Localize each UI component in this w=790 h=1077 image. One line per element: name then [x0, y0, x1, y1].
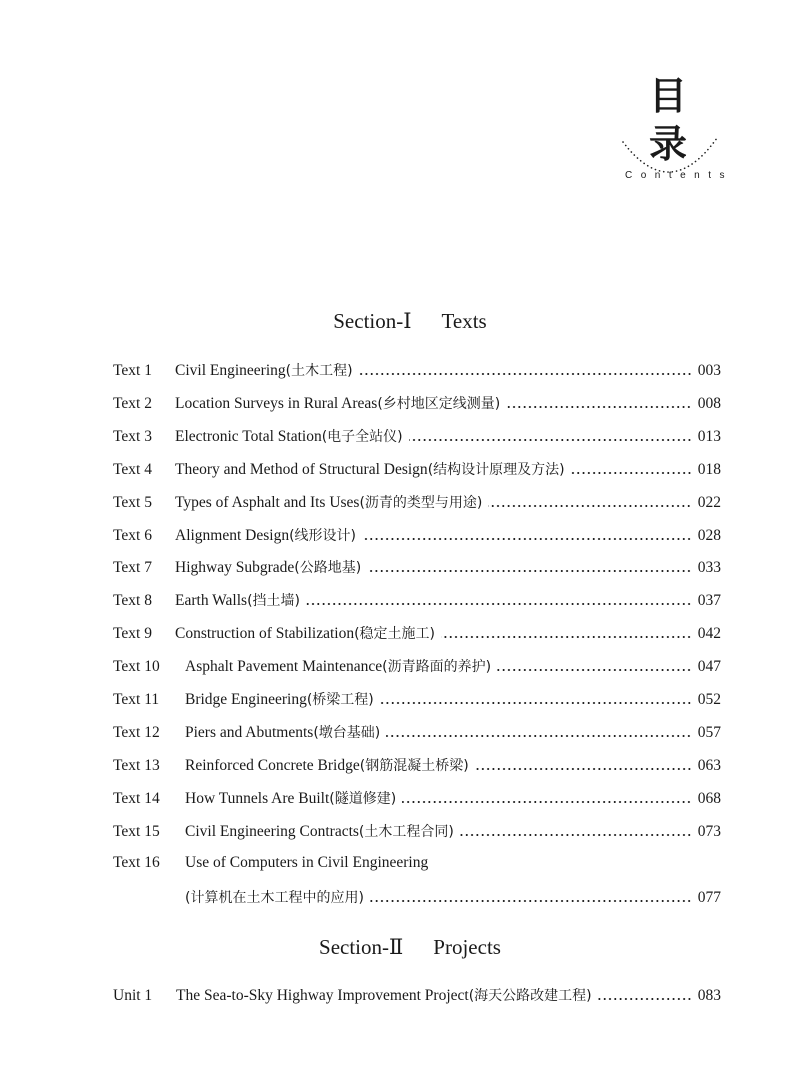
dot-leader — [386, 734, 692, 738]
toc-entry[interactable] — [113, 492, 721, 514]
entry-number: Text 3 — [113, 427, 152, 445]
page-number: 063 — [697, 756, 721, 774]
section-heading-1 — [0, 309, 790, 334]
page-number: 028 — [697, 526, 721, 544]
entry-title: The Sea-to-Sky Highway Improvement Project — [176, 987, 469, 1004]
page-number: 013 — [697, 427, 721, 445]
entry-title-cn: (公路地基) — [294, 560, 362, 577]
page-number: 042 — [697, 625, 721, 643]
entry-title-cn: (隧道修建) — [329, 790, 397, 807]
section-label: Section-Ⅱ — [319, 935, 404, 959]
entry-number: Text 6 — [113, 526, 152, 544]
page-number: 033 — [697, 559, 721, 577]
entry-title-cn: (沥青的类型与用途) — [359, 494, 483, 511]
dotted-arc-ornament — [620, 136, 720, 176]
title-cn: 目录 — [648, 74, 713, 166]
toc-entry[interactable] — [113, 623, 721, 645]
entry-title-cn: (线形设计) — [289, 527, 357, 544]
entry-title: Asphalt Pavement Maintenance — [185, 658, 383, 676]
entry-title: Alignment Design — [175, 526, 290, 544]
dot-leader — [475, 767, 692, 771]
page-number: 008 — [697, 394, 721, 412]
page-number: 052 — [697, 691, 721, 708]
entry-title-cn: (沥青路面的养护) — [382, 659, 492, 676]
dot-leader — [497, 668, 692, 672]
entry-number: Text 10 — [113, 658, 160, 676]
toc-entry[interactable] — [113, 821, 721, 843]
toc-entry[interactable] — [113, 689, 721, 711]
entry-title: Reinforced Concrete Bridge — [185, 756, 360, 774]
entry-title: Bridge Engineering — [185, 691, 307, 708]
toc-entry[interactable] — [113, 656, 721, 678]
page-number: 068 — [697, 789, 721, 807]
entry-title-cn: (钢筋混凝土桥梁) — [359, 757, 469, 774]
section-name: Projects — [433, 935, 501, 959]
toc-entry[interactable] — [113, 557, 721, 579]
entry-title: Location Surveys in Rural Areas — [175, 394, 378, 412]
entry-title: Use of Computers in Civil Engineering — [185, 853, 429, 871]
entry-title: Electronic Total Station — [175, 427, 322, 445]
entry-number: Text 14 — [113, 789, 160, 807]
toc-entry[interactable] — [113, 360, 721, 382]
entry-number: Text 9 — [113, 625, 152, 643]
entry-title-cn: (电子全站仪) — [321, 428, 403, 445]
entry-title: Highway Subgrade — [175, 559, 295, 577]
entry-number: Text 12 — [113, 723, 160, 741]
page-number: 022 — [697, 493, 721, 511]
entry-number: Text 15 — [113, 822, 160, 840]
entry-title-cn: (土木工程合同) — [358, 823, 454, 840]
page-number: 073 — [697, 822, 721, 840]
page-number: 077 — [697, 888, 721, 906]
entry-title-cn: (海天公路改建工程) — [468, 988, 592, 1004]
dot-leader — [571, 471, 692, 475]
dot-leader — [460, 833, 692, 837]
toc-entry[interactable] — [113, 426, 721, 448]
entry-title-cn: (桥梁工程) — [306, 692, 374, 708]
toc-entry[interactable] — [113, 525, 721, 547]
entry-number: Text 11 — [113, 691, 160, 708]
entry-title: Types of Asphalt and Its Uses — [175, 493, 360, 511]
page-number: 037 — [697, 592, 721, 610]
entry-title-cn: (土木工程) — [285, 363, 353, 379]
section-heading-2 — [0, 935, 790, 960]
entry-title: Construction of Stabilization — [175, 625, 355, 643]
entry-number: Text 7 — [113, 559, 152, 577]
entry-number: Text 8 — [113, 592, 152, 610]
entry-title: How Tunnels Are Built — [185, 789, 330, 807]
entry-title-cn: (稳定土施工) — [354, 626, 436, 643]
page-number: 018 — [697, 460, 721, 478]
dot-leader — [370, 899, 692, 903]
entry-number: Text 13 — [113, 756, 160, 774]
toc-entry[interactable] — [113, 459, 721, 481]
toc-entry[interactable] — [113, 854, 721, 876]
entry-title-cn: (挡土墙) — [247, 593, 301, 610]
dot-leader — [409, 438, 692, 442]
toc-entry[interactable] — [113, 887, 721, 909]
entry-title: Earth Walls — [175, 592, 248, 610]
toc-entry[interactable] — [113, 722, 721, 744]
section-label: Section-Ⅰ — [333, 309, 412, 333]
dot-leader — [362, 537, 692, 541]
dot-leader — [306, 602, 692, 606]
entry-title: Piers and Abutments — [185, 723, 314, 741]
page-number: 003 — [697, 362, 721, 379]
entry-number: Text 5 — [113, 493, 152, 511]
dot-leader — [488, 504, 691, 508]
entry-title-cn: (墩台基础) — [313, 724, 381, 741]
entry-number: Text 4 — [113, 460, 152, 478]
entry-number: Text 16 — [113, 853, 160, 871]
dot-leader — [506, 405, 691, 409]
toc-entry[interactable] — [113, 788, 721, 810]
section-name: Texts — [441, 309, 487, 333]
toc-entry[interactable] — [113, 985, 721, 1007]
dot-leader — [367, 569, 692, 573]
dot-leader — [359, 372, 692, 376]
entry-title: Theory and Method of Structural Design — [175, 460, 428, 478]
dot-leader — [598, 997, 692, 1001]
dot-leader — [402, 800, 692, 804]
entry-number: Unit 1 — [113, 987, 153, 1004]
entry-title-cn: (乡村地区定线测量) — [377, 395, 501, 412]
entry-number: Text 2 — [113, 394, 152, 412]
entry-title: Civil Engineering Contracts — [185, 822, 359, 840]
page-number: 083 — [697, 987, 721, 1004]
page-number: 047 — [697, 658, 721, 676]
entry-number: Text 1 — [113, 362, 152, 379]
page-number: 057 — [697, 723, 721, 741]
title-en: Contents — [624, 170, 734, 181]
dot-leader — [380, 701, 692, 705]
dot-leader — [441, 635, 692, 639]
entry-title-cn: (结构设计原理及方法) — [427, 461, 565, 478]
toc-entry[interactable] — [113, 393, 721, 415]
entry-title-cn: (计算机在土木工程中的应用) — [185, 889, 364, 906]
toc-entry[interactable] — [113, 755, 721, 777]
toc-entry[interactable] — [113, 590, 721, 612]
entry-title: Civil Engineering — [175, 362, 286, 379]
